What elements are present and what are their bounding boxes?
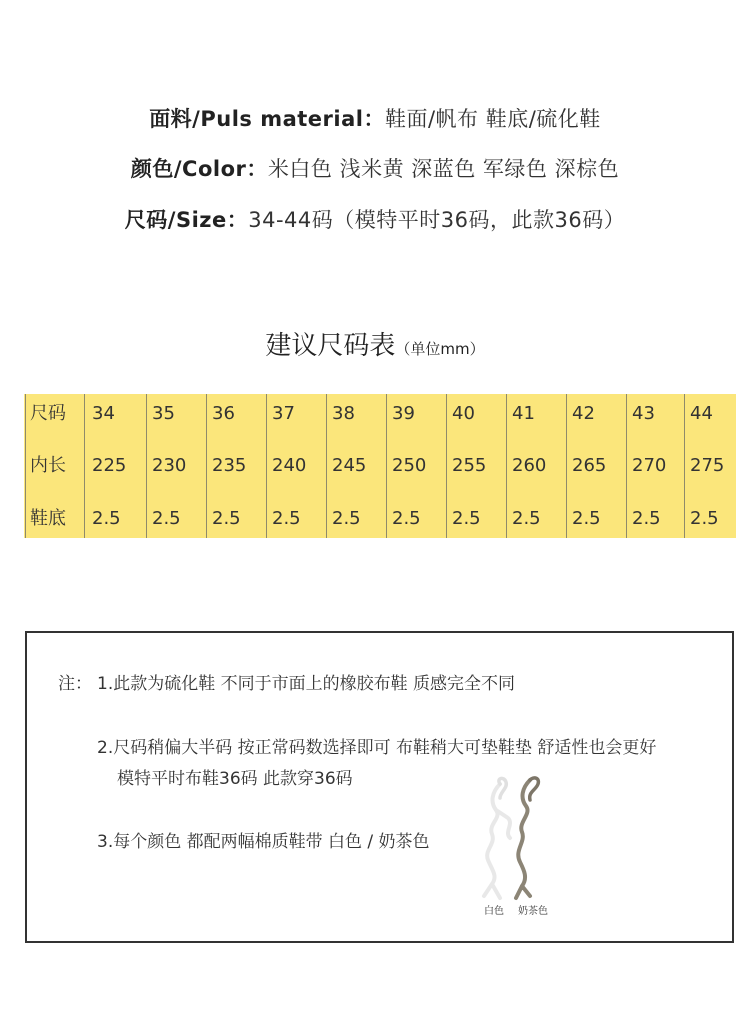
note-item-1: 1.此款为硫化鞋 不同于市面上的橡胶布鞋 质感完全不同 — [97, 674, 516, 694]
table-cell: 250 — [392, 455, 427, 476]
table-divider — [684, 394, 685, 538]
table-cell: 2.5 — [332, 508, 361, 529]
table-cell: 42 — [572, 403, 595, 424]
table-divider — [626, 394, 627, 538]
material-label: 面料/Puls material： — [149, 107, 385, 131]
table-cell: 40 — [452, 403, 475, 424]
note-item-2-cont: 模特平时布鞋36码 此款穿36码 — [117, 769, 353, 789]
table-divider — [506, 394, 507, 538]
shoelaces-image — [470, 772, 560, 917]
table-cell: 2.5 — [512, 508, 541, 529]
table-cell: 235 — [212, 455, 247, 476]
table-divider — [84, 394, 85, 538]
table-divider — [25, 394, 26, 538]
spec-color — [0, 153, 750, 183]
table-cell: 41 — [512, 403, 535, 424]
color-label: 颜色/Color： — [130, 157, 268, 181]
table-cell: 2.5 — [152, 508, 181, 529]
table-cell: 255 — [452, 455, 487, 476]
table-divider — [386, 394, 387, 538]
notes-prefix: 注： — [58, 674, 92, 694]
table-cell: 2.5 — [632, 508, 661, 529]
table-cell: 38 — [332, 403, 355, 424]
table-cell: 36 — [212, 403, 235, 424]
table-cell: 2.5 — [690, 508, 719, 529]
table-cell: 2.5 — [572, 508, 601, 529]
table-cell: 240 — [272, 455, 307, 476]
row-header: 尺码 — [30, 403, 66, 424]
table-cell: 2.5 — [272, 508, 301, 529]
table-cell: 2.5 — [212, 508, 241, 529]
table-divider — [266, 394, 267, 538]
table-divider — [146, 394, 147, 538]
note-item-2: 2.尺码稍偏大半码 按正常码数选择即可 布鞋稍大可垫鞋垫 舒适性也会更好 — [97, 738, 657, 758]
table-cell: 2.5 — [92, 508, 121, 529]
lace-tea-label: 奶茶色 — [518, 906, 548, 917]
row-header: 内长 — [30, 455, 66, 476]
size-label: 尺码/Size： — [124, 208, 249, 232]
size-table-heading: 建议尺码表 — [265, 331, 396, 361]
table-cell: 44 — [690, 403, 713, 424]
table-row — [24, 501, 736, 537]
size-table-title — [0, 325, 750, 362]
table-divider — [206, 394, 207, 538]
color-value: 米白色 浅米黄 深蓝色 军绿色 深棕色 — [267, 157, 620, 181]
table-cell: 2.5 — [392, 508, 421, 529]
material-value: 鞋面/帆布 鞋底/硫化鞋 — [384, 107, 601, 131]
table-cell: 43 — [632, 403, 655, 424]
table-cell: 260 — [512, 455, 547, 476]
row-header: 鞋底 — [30, 508, 66, 529]
table-cell: 2.5 — [452, 508, 481, 529]
size-table-unit: （单位mm） — [395, 340, 485, 358]
table-cell: 275 — [690, 455, 725, 476]
table-cell: 270 — [632, 455, 667, 476]
lace-white-label: 白色 — [484, 906, 504, 917]
size-value: 34-44码（模特平时36码，此款36码） — [248, 208, 626, 232]
table-cell: 39 — [392, 403, 415, 424]
table-cell: 230 — [152, 455, 187, 476]
table-cell: 265 — [572, 455, 607, 476]
table-divider — [326, 394, 327, 538]
spec-size — [0, 204, 750, 234]
table-cell: 34 — [92, 403, 115, 424]
spec-material — [0, 103, 750, 133]
table-cell: 37 — [272, 403, 295, 424]
table-row — [24, 448, 736, 484]
table-cell: 225 — [92, 455, 127, 476]
table-divider — [566, 394, 567, 538]
table-cell: 35 — [152, 403, 175, 424]
table-row — [24, 396, 736, 432]
note-item-3: 3.每个颜色 都配两幅棉质鞋带 白色 / 奶茶色 — [97, 832, 430, 852]
size-table — [24, 394, 736, 538]
table-cell: 245 — [332, 455, 367, 476]
table-divider — [446, 394, 447, 538]
